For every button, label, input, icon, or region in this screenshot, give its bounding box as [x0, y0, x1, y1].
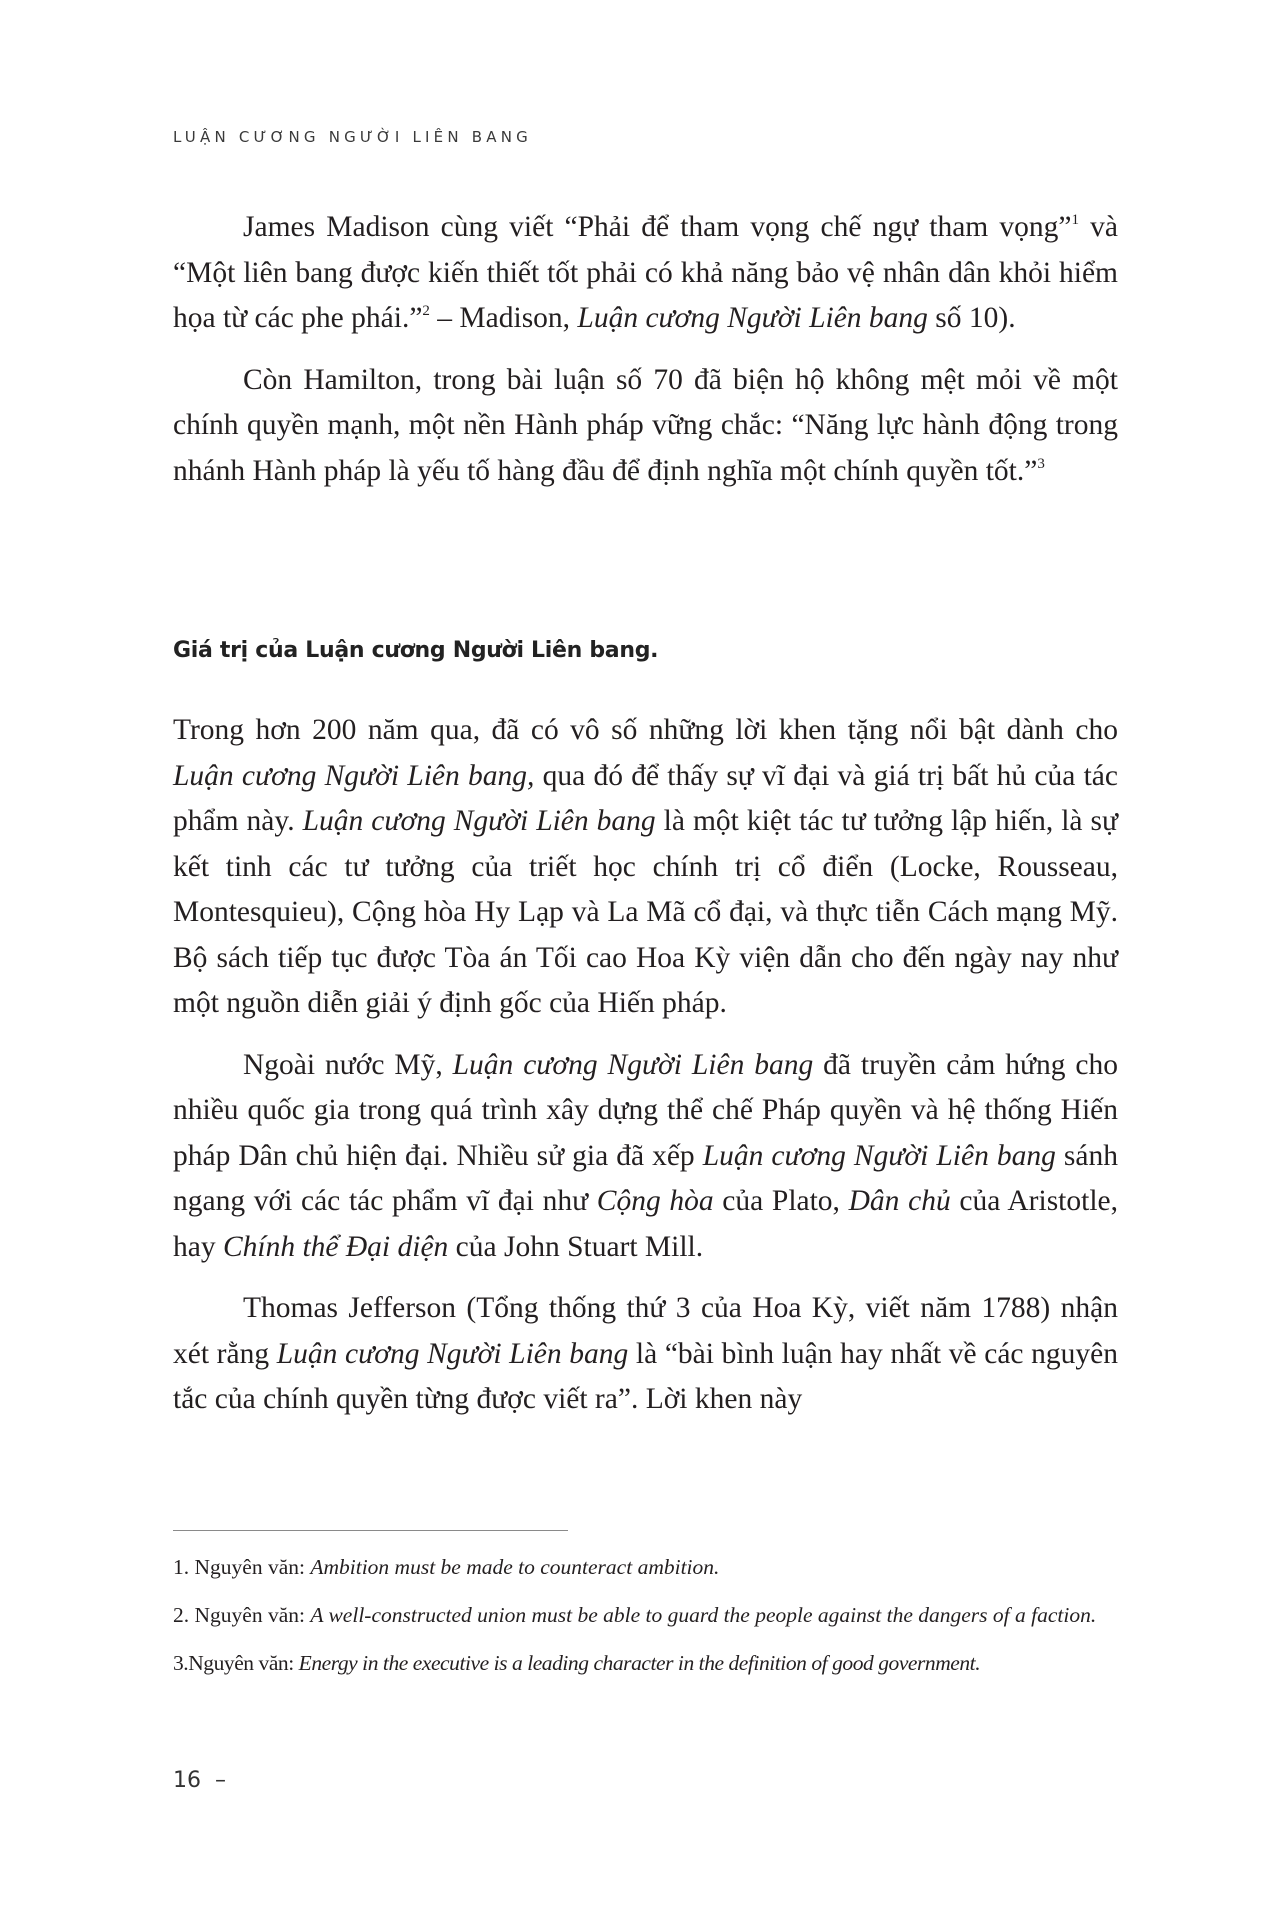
body-text-bottom	[173, 708, 1118, 1423]
paragraph-influence: Ngoài nước Mỹ, Luận cương Người Liên bang đã truyền cảm hứng cho nhiều quốc gia trong quá trình xây dựng thể chế Pháp quyền và hệ thống Hiến pháp Dân chủ hiện đại. Nhiều sử gia đã xếp Luận cương Người Liên bang sánh ngang với các tác phẩm vĩ đại như Cộng hòa của Plato, Dân chủ của Aristotle, hay Chính thể Đại diện của John Stuart Mill.	[173, 1048, 1119, 1263]
section-heading: Giá trị của Luận cương Người Liên bang.	[173, 638, 659, 663]
paragraph-value: Trong hơn 200 năm qua, đã có vô số những lời khen tặng nổi bật dành cho Luận cương Người Liên bang, qua đó để thấy sự vĩ đại và giá trị bất hủ của tác phẩm này. Luận cương Người Liên bang là một kiệt tác tư tưởng lập hiến, là sự kết tinh các tư tưởng của triết học chính trị cổ điển (Locke, Rousseau, Montesquieu), Cộng hòa Hy Lạp và La Mã cổ đại, và thực tiễn Cách mạng Mỹ. Bộ sách tiếp tục được Tòa án Tối cao Hoa Kỳ viện dẫn cho đến ngày nay như một nguồn diễn giải ý định gốc của Hiến pháp.	[173, 714, 1118, 1019]
footnote-ref-2[interactable]: 2	[422, 303, 430, 319]
book-title: Luận cương Người Liên bang	[577, 302, 928, 334]
running-header: LUẬN CƯƠNG NGƯỜI LIÊN BANG	[173, 128, 532, 146]
footnotes	[173, 1550, 1118, 1694]
footnote-divider	[173, 1530, 568, 1531]
footnote-1: 1. Nguyên văn: Ambition must be made to counteract ambition.	[173, 1555, 720, 1579]
body-text-top	[173, 205, 1118, 494]
footnote-ref-1[interactable]: 1	[1071, 212, 1080, 228]
book-title: Luận cương Người Liên bang	[276, 1337, 629, 1370]
paragraph-madison: James Madison cùng viết “Phải để tham vọng chế ngự tham vọng”$^1$ và “Một liên bang được kiến thiết tốt phải có khả năng bảo vệ nhân dân khỏi hiểm họa từ các phe phái.”$^2$ – Madison, Luận cương Người Liên bang số 10).	[173, 211, 1119, 334]
book-title: Luận cương Người Liên bang	[302, 805, 656, 837]
work-title: Dân chủ	[848, 1185, 951, 1217]
footnote-3: 3.Nguyên văn: Energy in the executive is a leading character in the definition of good government.	[173, 1651, 981, 1675]
paragraph-hamilton: Còn Hamilton, trong bài luận số 70 đã biện hộ không mệt mỏi về một chính quyền mạnh, một nền Hành pháp vững chắc: “Năng lực hành động trong nhánh Hành pháp là yếu tố hàng đầu để định nghĩa một chính quyền tốt.”$^3$	[173, 363, 1118, 487]
book-title: Luận cương Người Liên bang	[452, 1048, 814, 1081]
book-title: Luận cương Người Liên bang,	[173, 759, 535, 792]
footnote-ref-3[interactable]: 3	[1037, 455, 1045, 472]
paragraph-jefferson: Thomas Jefferson (Tổng thống thứ 3 của Hoa Kỳ, viết năm 1788) nhận xét rằng Luận cương Người Liên bang là “bài bình luận hay nhất về các nguyên tắc của chính quyền từng được viết ra”. Lời khen này	[173, 1292, 1118, 1415]
page-number: 16 –	[173, 1768, 226, 1793]
footnote-2: 2. Nguyên văn: A well-constructed union must be able to guard the people against the dangers of a faction.	[173, 1603, 1097, 1627]
work-title: Cộng hòa	[596, 1185, 714, 1217]
work-title: Chính thể Đại diện	[222, 1230, 449, 1263]
book-title: Luận cương Người Liên bang	[702, 1139, 1056, 1172]
